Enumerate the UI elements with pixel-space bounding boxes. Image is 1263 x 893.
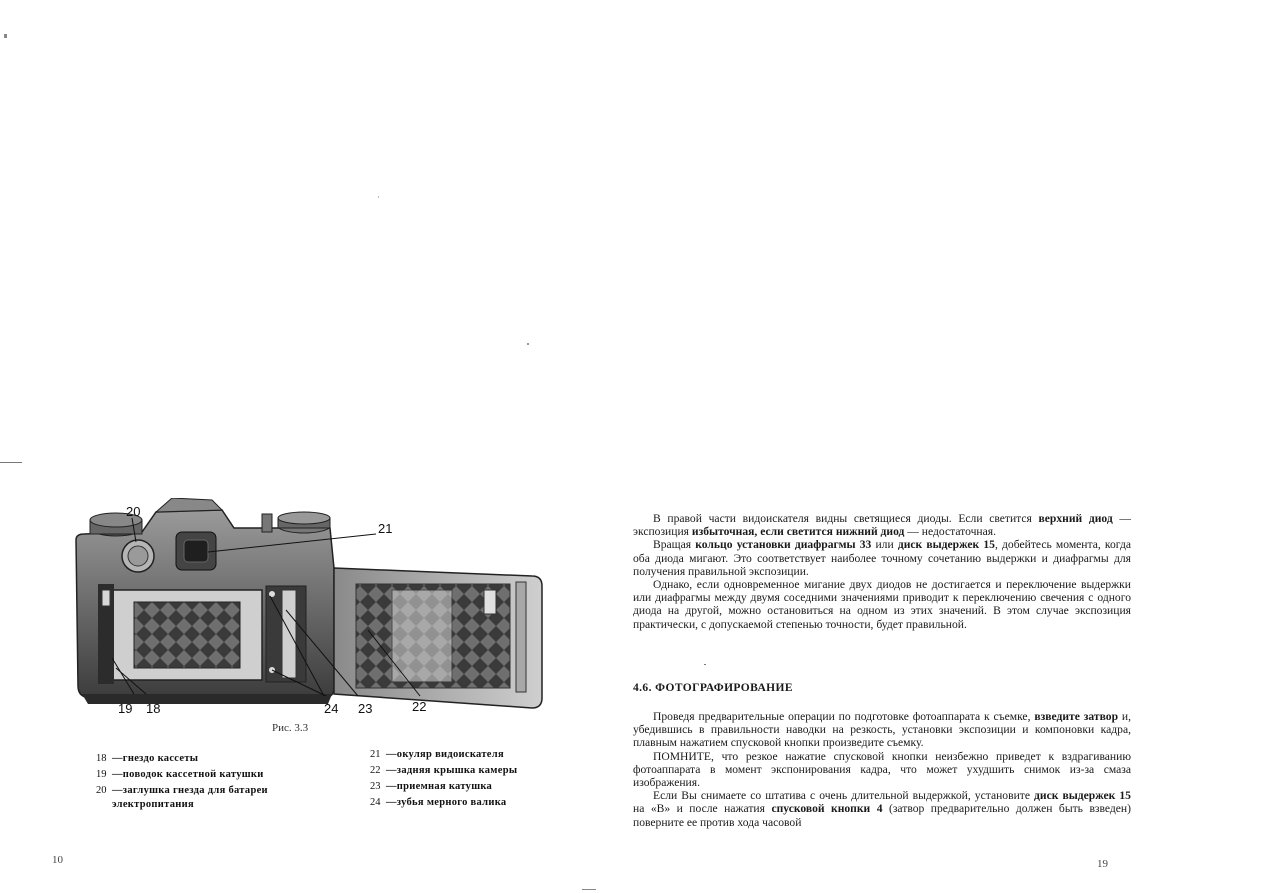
legend-item — [96, 784, 276, 812]
legend-text: —приемная катушка — [386, 781, 493, 792]
legend-column-1 — [96, 752, 276, 814]
legend-text: —поводок кассетной катушки — [112, 769, 264, 780]
legend-number: 22 — [370, 765, 381, 776]
scan-speck — [0, 462, 22, 463]
legend-text: —зубья мерного валика — [386, 797, 507, 808]
text-block-exposure — [633, 512, 1131, 631]
camera-figure — [72, 498, 552, 720]
paragraph-however: Однако, если одновременное мигание двух диодов не достигается и переключение выдержки или диафрагмы между двумя соседними значениями приводит к переключению свечения с одного диода на другой, можно остановиться на одном из этих значений. В этом случае экспозиция практически, с допускаемой степенью точности, будет правильной. — [633, 578, 1131, 631]
callout-19: 19 — [118, 701, 133, 716]
section-heading: 4.6. ФОТОГРАФИРОВАНИЕ — [633, 682, 793, 694]
paragraph-aperture: Вращая кольцо установки диафрагмы 33 или диск выдержек 15, добейтесь момента, когда оба диода мигают. Это соответствует наиболее точному сочетанию выдержки и диафрагмы для получения правильной экспозиции. — [633, 538, 1131, 578]
legend-item — [370, 796, 550, 810]
page-number-right: 19 — [1097, 858, 1108, 870]
legend-text: —гнездо кассеты — [112, 753, 199, 764]
scan-speck — [527, 343, 529, 345]
legend-item — [96, 752, 276, 766]
legend-text: —заглушка гнезда для батареи электропитания — [112, 785, 268, 810]
callout-18: 18 — [146, 701, 161, 716]
legend-number: 23 — [370, 781, 381, 792]
legend-item — [370, 764, 550, 778]
page-number-left: 10 — [52, 854, 63, 866]
scan-speck — [378, 196, 379, 198]
legend-text: —задняя крышка камеры — [386, 765, 518, 776]
legend-item — [370, 748, 550, 762]
callout-24: 24 — [324, 701, 339, 716]
legend-number: 21 — [370, 749, 381, 760]
legend-number: 19 — [96, 769, 107, 780]
callout-23: 23 — [358, 701, 373, 716]
legend-number: 18 — [96, 753, 107, 764]
figure-caption: Рис. 3.3 — [272, 722, 309, 734]
callout-22: 22 — [412, 699, 427, 714]
paragraph-tripod: Если Вы снимаете со штатива с очень длительной выдержкой, установите диск выдержек 15 на «В» и после нажатия спусковой кнопки 4 (затвор предварительно должен быть взведен) поверните ее против хода часовой — [633, 789, 1132, 829]
legend-item — [96, 768, 276, 782]
legend-column-2 — [370, 748, 550, 812]
paragraph-diodes: В правой части видоискателя видны светящиеся диоды. Если светится верхний диод — экспозиция избыточная, если светится нижний диод — недостаточная. — [633, 512, 1131, 539]
camera-illustration — [72, 498, 552, 720]
scan-speck — [704, 664, 706, 665]
callout-21: 21 — [378, 521, 393, 536]
paragraph-remember: ПОМНИТЕ, что резкое нажатие спусковой кнопки неизбежно приведет к вздрагиванию фотоаппарата в момент экспонирования кадра, что может ухудшить снимок из-за смаза изображения. — [633, 749, 1131, 790]
legend-item — [370, 780, 550, 794]
legend-text: —окуляр видоискателя — [386, 749, 504, 760]
paragraph-shooting: Проведя предварительные операции по подготовке фотоаппарата к съемке, взведите затвор и, убедившись в правильности наводки на резкость, установки экспозиции и компоновки кадра, плавным нажатием спусковой кнопки произведите съемку. — [633, 710, 1131, 750]
scan-speck — [582, 889, 596, 890]
scan-speck — [4, 34, 7, 38]
text-block-shooting — [633, 710, 1131, 829]
legend-number: 24 — [370, 797, 381, 808]
callout-20: 20 — [126, 504, 141, 519]
legend-number: 20 — [96, 785, 107, 796]
